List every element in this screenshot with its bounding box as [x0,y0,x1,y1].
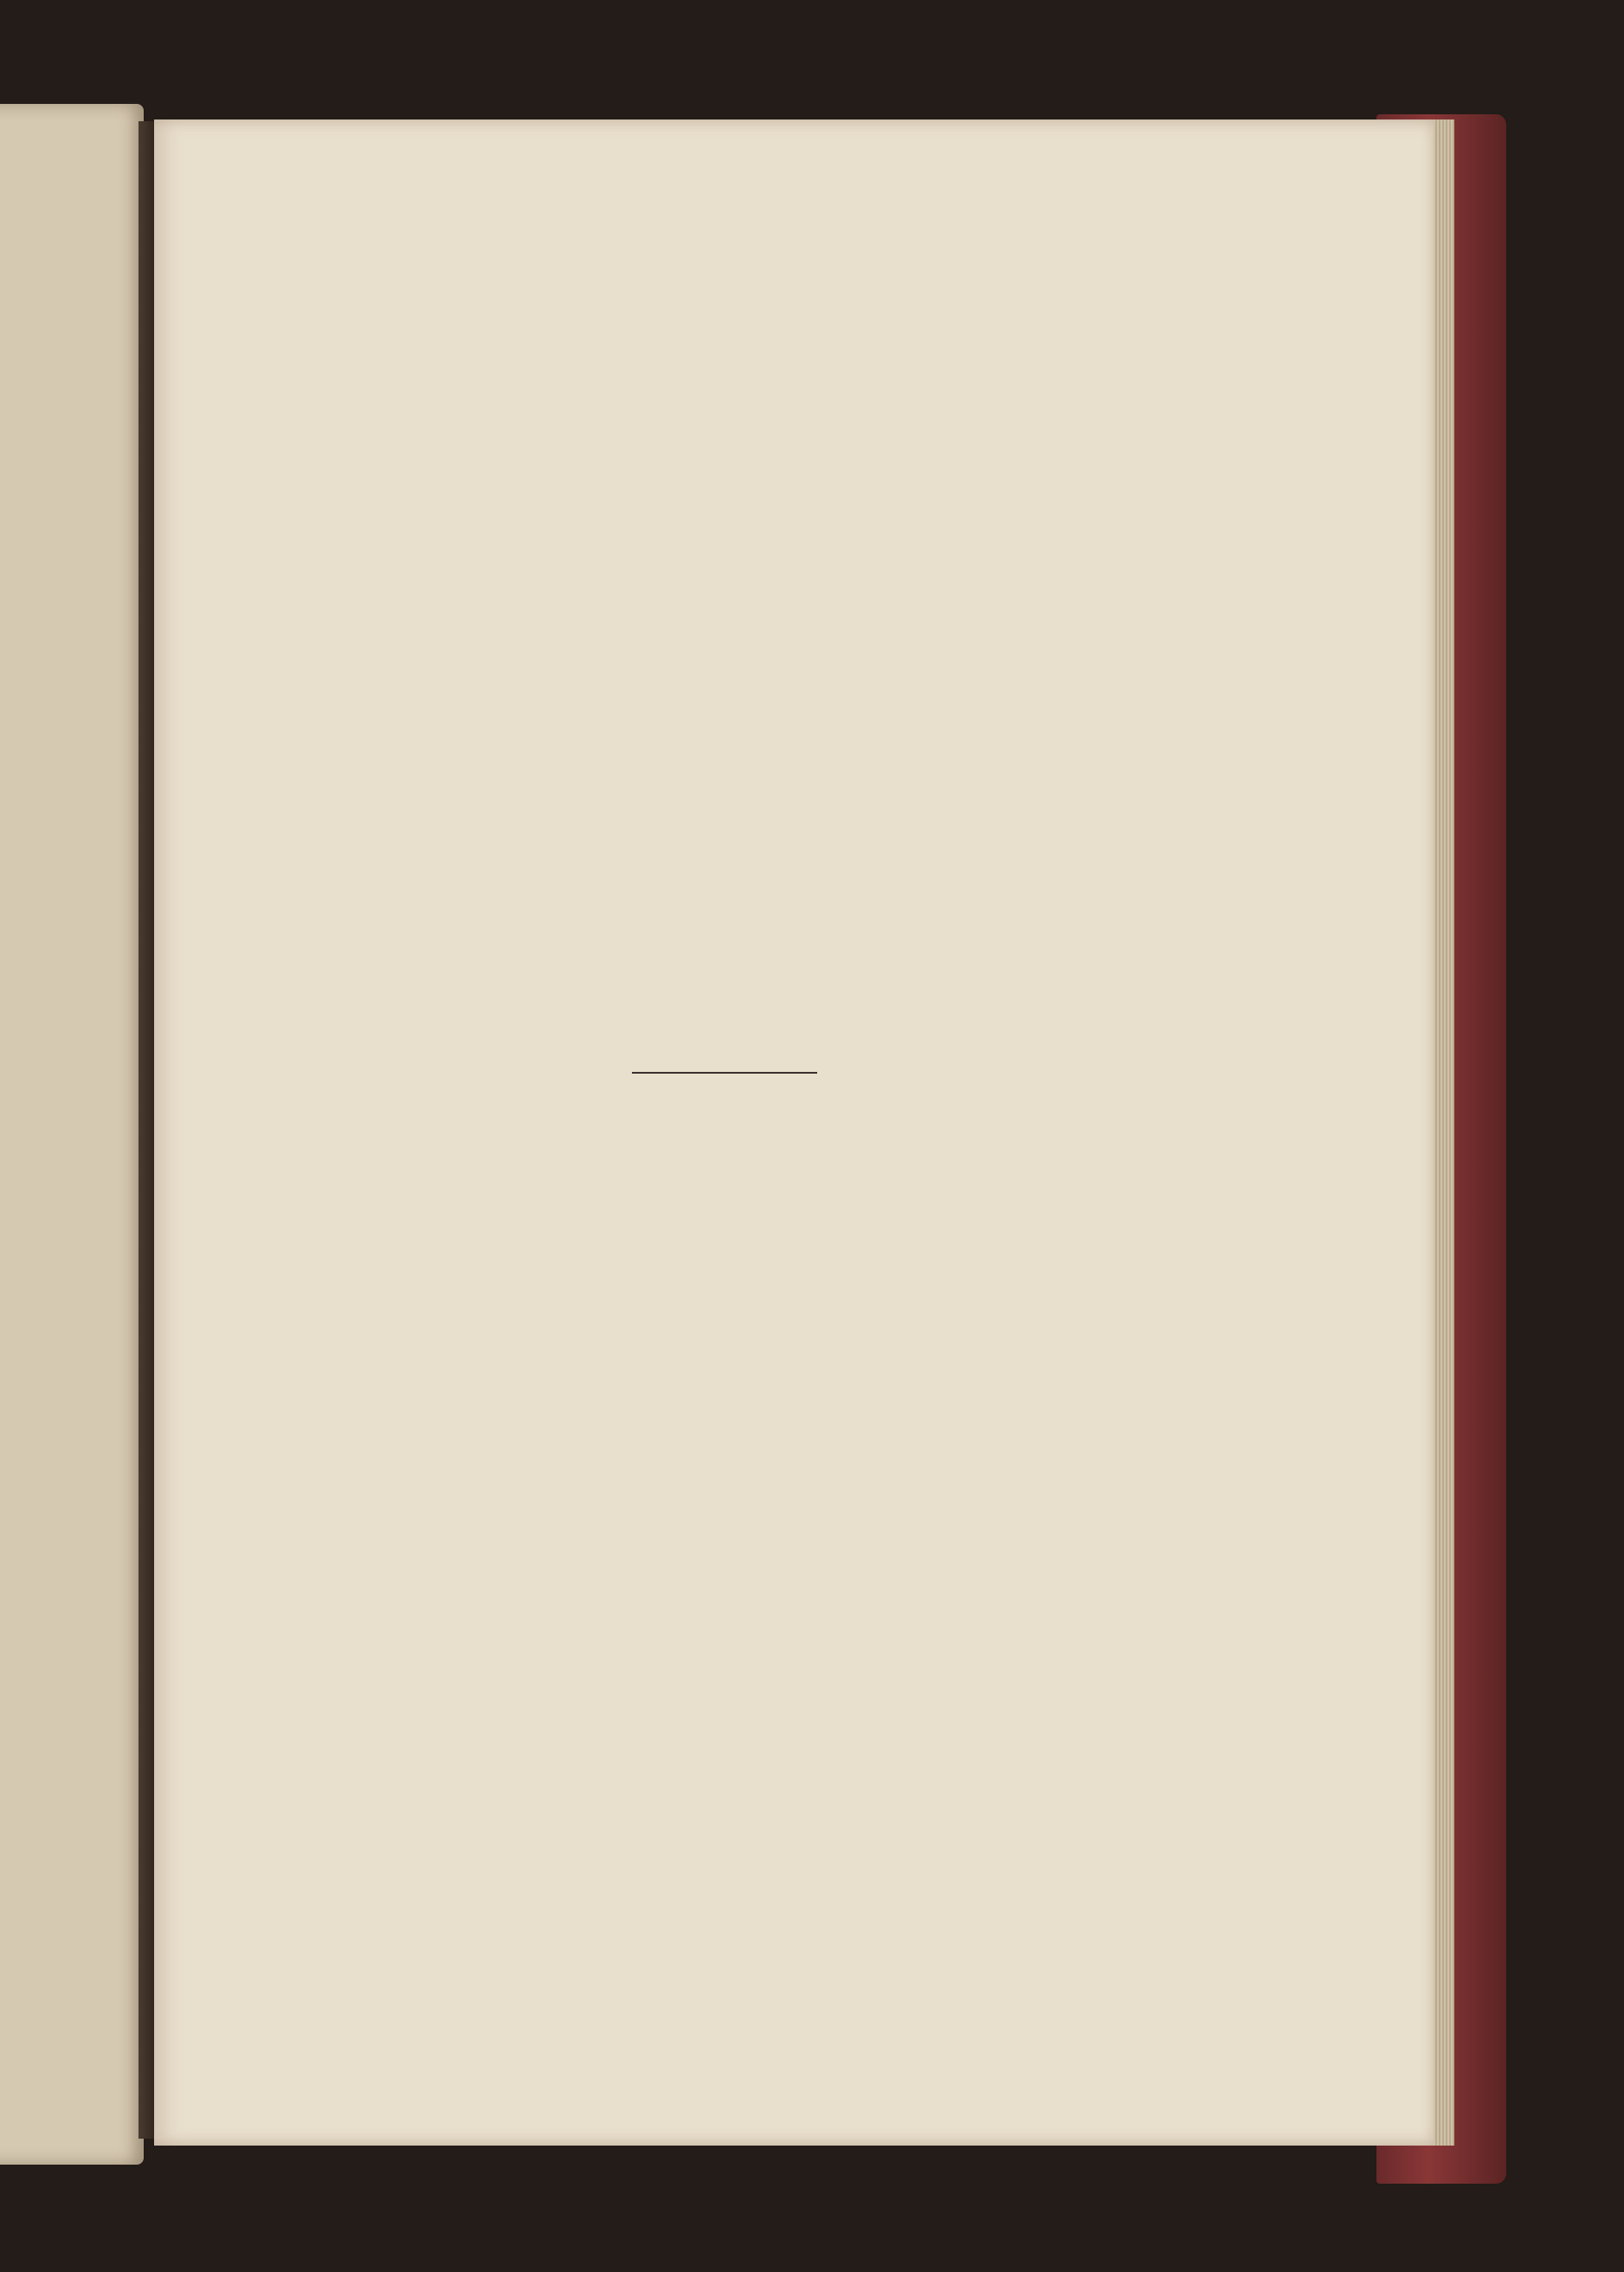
facing-page-edge [0,104,144,2165]
book-page [154,119,1439,2146]
section-divider [632,1072,817,1074]
page-fore-edge [1434,119,1454,2146]
running-head [568,232,1364,281]
